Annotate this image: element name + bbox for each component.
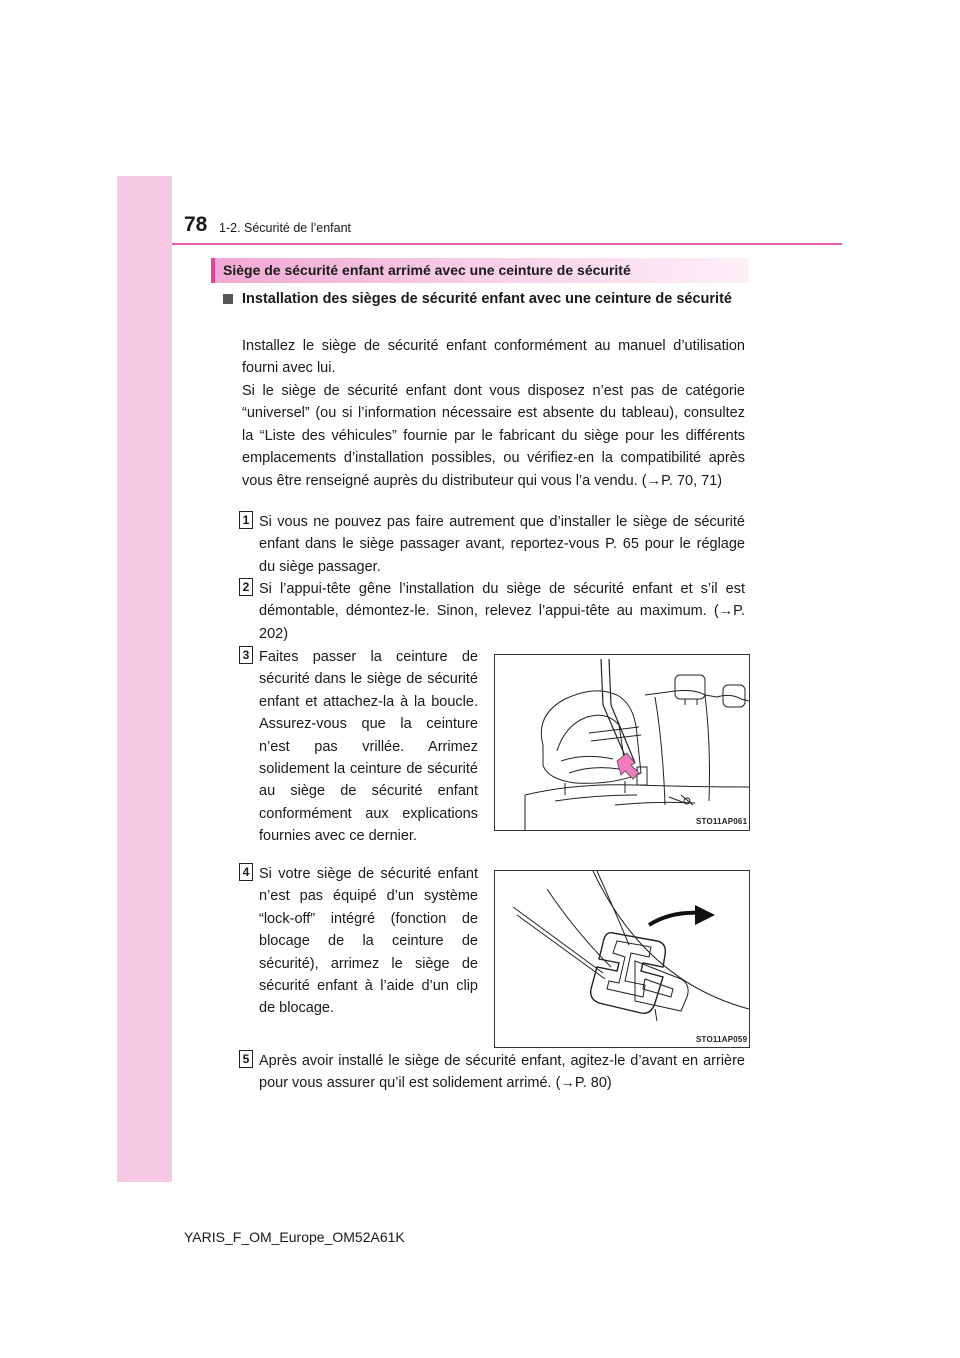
header-rule	[172, 243, 842, 245]
step-number-5: 5	[239, 1050, 253, 1068]
intro-paragraph-2: Si le siège de sécurité enfant dont vous disposez n’est pas de catégorie “universel” (ou si l’information nécessaire est absente du tableau), consultez la “Liste des véhicules” fournie par le fabricant du siège pour les différents emplacements d’installation possibles, ou vérifiez-en la compatibilité après vous être renseigné auprès du distributeur qui vous l’a vendu. (→P. 70, 71)	[242, 383, 745, 489]
step-text-3: Faites passer la ceinture de sécurité dans le siège de sécurité enfant et attachez-la à la boucle. Assurez-vous que la ceinture n’est pas vrillée. Arrimez solidement la ceinture de sécurité au siège de sécurité enfant conformément aux explications fournies avec ce dernier.	[259, 649, 478, 845]
step-number-2: 2	[239, 578, 253, 596]
locking-clip-illustration	[495, 871, 749, 1047]
intro-paragraph-1: Installez le siège de sécurité enfant conformément au manuel d’utilisation fourni avec lui.	[242, 338, 745, 377]
step-number-1: 1	[239, 511, 253, 529]
step-text-5: Après avoir installé le siège de sécurité enfant, agitez-le d’avant en arrière pour vous assurer qu’il est solidement arrimé. (→P. 80)	[259, 1053, 745, 1092]
section-title-bar	[211, 258, 749, 283]
step-text-4: Si votre siège de sécurité enfant n’est pas équipé d’un système “lock-off” intégré (fonction de blocage de la ceinture de sécurité), arrimez le siège de sécurité enfant à l’aide d’un clip de blocage.	[259, 866, 478, 1017]
page-number: 78	[184, 213, 208, 236]
side-tab	[117, 176, 172, 1182]
step-text-1: Si vous ne pouvez pas faire autrement que d’installer le siège de sécurité enfant dans le siège passager avant, reportez-vous P. 65 pour le réglage du siège passager.	[259, 514, 745, 575]
chapter-title: 1-2. Sécurité de l’enfant	[219, 221, 352, 235]
curved-arrow-icon	[649, 905, 715, 925]
step-text-2: Si l’appui-tête gêne l’installation du siège de sécurité enfant et s’il est démontable, démontez-le. Sinon, relevez l’appui-tête au maximum. (→P. 202)	[259, 581, 745, 642]
figure-code-1: STO11AP061	[696, 817, 748, 826]
document-id: YARIS_F_OM_Europe_OM52A61K	[184, 1229, 405, 1245]
figure-code-2: STO11AP059	[696, 1035, 748, 1044]
section-title: Siège de sécurité enfant arrimé avec une ceinture de sécurité	[223, 262, 631, 278]
step-number-4: 4	[239, 863, 253, 881]
square-bullet-icon	[223, 294, 233, 304]
figure-locking-clip	[494, 870, 750, 1048]
pink-arrow-icon	[617, 753, 639, 779]
subsection-heading: Installation des sièges de sécurité enfant avec une ceinture de sécurité	[242, 291, 732, 307]
child-seat-illustration	[495, 655, 749, 830]
figure-child-seat-belt	[494, 654, 750, 831]
step-number-3: 3	[239, 646, 253, 664]
